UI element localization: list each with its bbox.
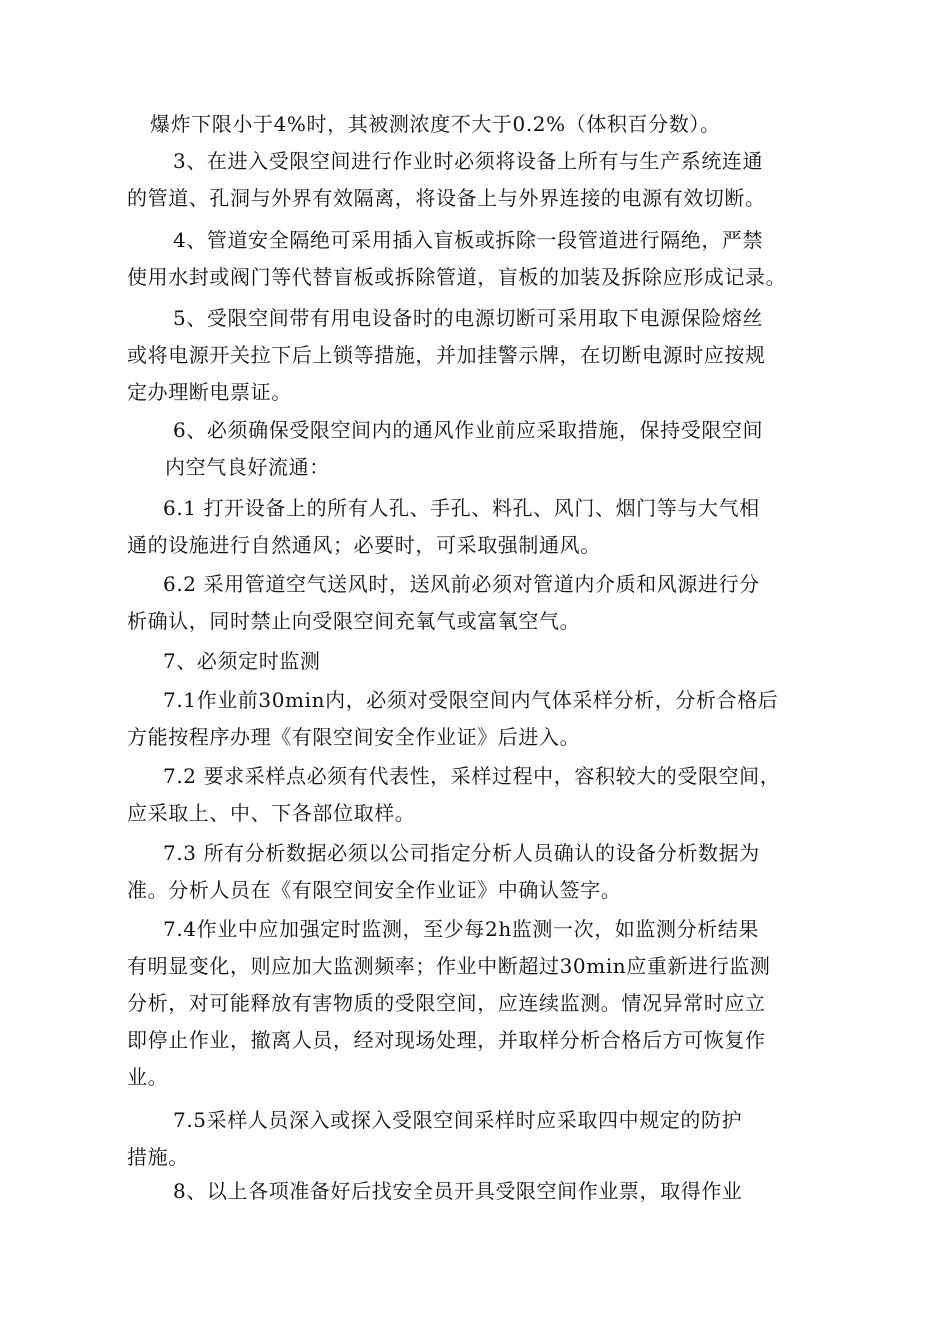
text-line: 7.1作业前30min内，必须对受限空间内气体采样分析，分析合格后 — [163, 688, 779, 712]
paragraph-item-6-2 — [127, 566, 760, 640]
text-line: 的管道、孔洞与外界有效隔离，将设备上与外界连接的电源有效切断。 — [127, 186, 766, 210]
text-line: 6.2 采用管道空气送风时，送风前必须对管道内介质和风源进行分 — [163, 572, 760, 596]
text-line: 措施。 — [127, 1145, 189, 1169]
text-line: 析确认，同时禁止向受限空间充氧气或富氧空气。 — [127, 609, 581, 633]
text-line: 通的设施进行自然通风；必要时，可采取强制通风。 — [127, 533, 601, 557]
text-line: 8、以上各项准备好后找安全员开具受限空间作业票，取得作业 — [173, 1179, 743, 1203]
paragraph-item-7-5 — [127, 1102, 742, 1176]
paragraph-item-7-1 — [127, 682, 778, 756]
text-line: 即停止作业，撤离人员，经对现场处理，并取样分析合格后方可恢复作 — [127, 1028, 766, 1052]
paragraph-item-7 — [163, 643, 321, 680]
paragraph-item-4 — [127, 222, 786, 296]
paragraph-item-7-3 — [127, 835, 760, 909]
text-line: 7.5采样人员深入或探入受限空间采样时应采取四中规定的防护 — [173, 1108, 743, 1132]
text-line: 6.1 打开设备上的所有人孔、手孔、料孔、风门、烟门等与大气相 — [163, 496, 760, 520]
paragraph-item-5 — [127, 300, 766, 411]
text-line: 3、在进入受限空间进行作业时必须将设备上所有与生产系统连通 — [173, 149, 764, 173]
paragraph-item-3 — [127, 143, 766, 217]
text-line: 分析，对可能释放有害物质的受限空间，应连续监测。情况异常时应立 — [127, 991, 766, 1015]
text-line: 7.4作业中应加强定时监测，至少每2h监测一次，如监测分析结果 — [163, 917, 760, 941]
text-line: 4、管道安全隔绝可采用插入盲板或拆除一段管道进行隔绝，严禁 — [173, 228, 764, 252]
text-line: 应采取上、中、下各部位取样。 — [127, 801, 416, 825]
text-line: 业。 — [127, 1065, 169, 1089]
text-line: 7.2 要求采样点必须有代表性，采样过程中，容积较大的受限空间， — [163, 764, 781, 788]
paragraph-item-7-4 — [127, 911, 771, 1096]
paragraph-item-7-2 — [127, 758, 780, 832]
text-line: 或将电源开关拉下后上锁等措施，并加挂警示牌，在切断电源时应按规 — [127, 343, 766, 367]
paragraph-item-8 — [127, 1173, 743, 1210]
text-line: 7、必须定时监测 — [163, 649, 321, 673]
text-line: 内空气良好流通： — [165, 455, 330, 479]
text-line: 有明显变化，则应加大监测频率；作业中断超过30min应重新进行监测 — [127, 954, 771, 978]
paragraph-item-6-1 — [127, 490, 760, 564]
paragraph-lel-limit — [150, 106, 721, 143]
text-line: 准。分析人员在《有限空间安全作业证》中确认签字。 — [127, 878, 622, 902]
text-line: 爆炸下限小于4%时，其被测浓度不大于0.2%（体积百分数）。 — [150, 112, 721, 136]
text-line: 使用水封或阀门等代替盲板或拆除管道，盲板的加装及拆除应形成记录。 — [127, 265, 787, 289]
text-line: 方能按程序办理《有限空间安全作业证》后进入。 — [127, 725, 581, 749]
text-line: 5、受限空间带有用电设备时的电源切断可采用取下电源保险熔丝 — [173, 306, 764, 330]
text-line: 6、必须确保受限空间内的通风作业前应采取措施，保持受限空间 — [173, 418, 764, 442]
paragraph-item-6 — [165, 412, 764, 486]
text-line: 7.3 所有分析数据必须以公司指定分析人员确认的设备分析数据为 — [163, 841, 760, 865]
text-line: 定办理断电票证。 — [127, 380, 292, 404]
